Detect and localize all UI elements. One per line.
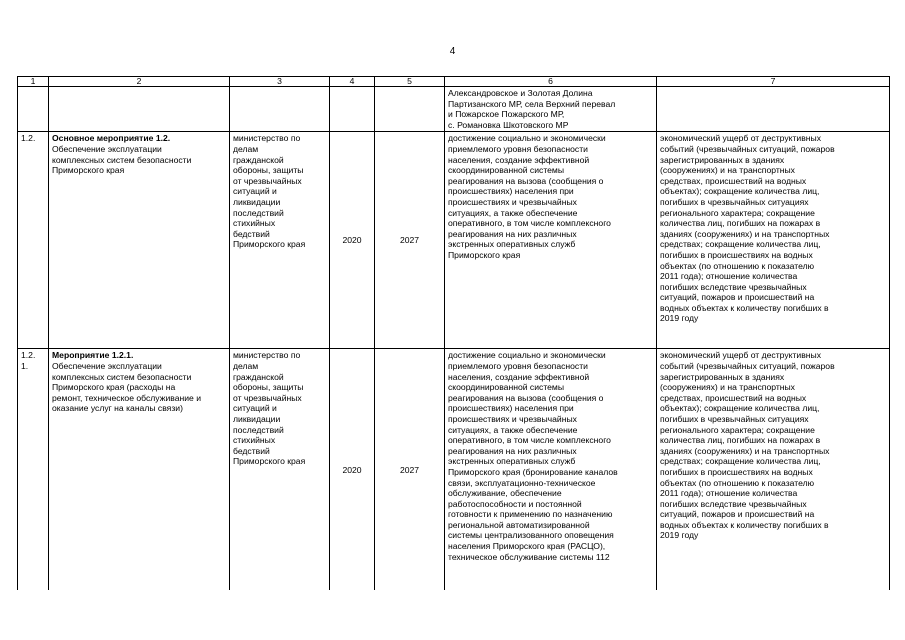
end-year-cell	[375, 87, 445, 132]
table-row	[18, 349, 890, 591]
activity-cell	[49, 87, 230, 132]
executor-cell	[230, 87, 330, 132]
column-number: 5	[375, 77, 445, 87]
column-number: 4	[330, 77, 375, 87]
column-number: 3	[230, 77, 330, 87]
row-number-cell	[18, 87, 49, 132]
start-year-cell: 2020	[330, 349, 375, 591]
end-year-cell: 2027	[375, 349, 445, 591]
column-number: 7	[657, 77, 890, 87]
row-number-cell: 1.2.	[18, 132, 49, 349]
activity-description: Обеспечение эксплуатации комплексных систем безопасности Приморского края	[52, 143, 192, 176]
activity-cell	[49, 132, 230, 349]
table-row	[18, 87, 890, 132]
column-number-row	[18, 77, 890, 87]
end-year-cell: 2027	[375, 132, 445, 349]
table-row	[18, 132, 890, 349]
program-table	[17, 76, 890, 590]
executor-cell: министерство по делам гражданской обороны, защиты от чрезвычайных ситуаций и ликвидации последствий стихийных бедствий Приморского края	[230, 132, 330, 349]
row-number-cell: 1.2. 1.	[18, 349, 49, 591]
activity-title: Основное мероприятие 1.2.	[52, 133, 171, 144]
activity-title: Мероприятие 1.2.1.	[52, 350, 134, 361]
activity-description: Обеспечение эксплуатации комплексных систем безопасности Приморского края (расходы на ремонт, техническое обслуживание и оказание услуг на каналы связи)	[52, 360, 202, 414]
indicator-cell: экономический ущерб от деструктивных событий (чрезвычайных ситуаций, пожаров зарегистрированных в зданиях (сооружениях) и на транспортных средствах, происшествий на водных объектах); сокращение количества лиц, погибших в чрезвычайных ситуациях регионального характера; сокращение количества лиц, погибших на пожарах в зданиях (сооружениях) и на транспортных средствах; сокращение количества лиц, погибших в происшествиях на водных объектах (по отношению к показателю 2011 года); отношение количества погибших вследствие чрезвычайных ситуаций, пожаров и происшествий на водных объектах к количеству погибших в 2019 году	[657, 349, 890, 591]
expected-result-cell: достижение социально и экономически приемлемого уровня безопасности населения, создание эффективной скоординированной системы реагирования на вызова (сообщения о происшествиях) населения при происшествиях и чрезвычайных ситуациях, а также обеспечение оперативного, в том числе комплексного реагирования на них различных экстренных оперативных служб Приморского края	[445, 132, 657, 349]
column-number: 6	[445, 77, 657, 87]
expected-result-cell: достижение социально и экономически приемлемого уровня безопасности населения, создание эффективной скоординированной системы реагирования на вызова (сообщения о происшествиях) населения при происшествиях и чрезвычайных ситуациях, а также обеспечение оперативного, в том числе комплексного реагирования на них различных экстренных оперативных служб Приморского края (бронирование каналов связи, эксплуатационно-техническое обслуживание, обеспечение работоспособности и постоянной готовности к применению по назначению региональной автоматизированной системы централизованного оповещения населения Приморского края (РАСЦО), техническое обслуживание системы 112	[445, 349, 657, 591]
page-number: 4	[449, 46, 456, 57]
indicator-cell	[657, 87, 890, 132]
indicator-cell: экономический ущерб от деструктивных событий (чрезвычайных ситуаций, пожаров зарегистрированных в зданиях (сооружениях) и на транспортных средствах, происшествий на водных объектах); сокращение количества лиц, погибших в чрезвычайных ситуациях регионального характера; сокращение количества лиц, погибших на пожарах в зданиях (сооружениях) и на транспортных средствах; сокращение количества лиц, погибших в происшествиях на водных объектах (по отношению к показателю 2011 года); отношение количества погибших вследствие чрезвычайных ситуаций, пожаров и происшествий на водных объектах к количеству погибших в 2019 году	[657, 132, 890, 349]
executor-cell: министерство по делам гражданской обороны, защиты от чрезвычайных ситуаций и ликвидации последствий стихийных бедствий Приморского края	[230, 349, 330, 591]
start-year-cell	[330, 87, 375, 132]
column-number: 1	[18, 77, 49, 87]
column-number: 2	[49, 77, 230, 87]
expected-result-cell: Александровское и Золотая Долина Партизанского МР, села Верхний перевал и Пожарское Пожарского МР, с. Романовка Шкотовского МР	[445, 87, 657, 132]
activity-cell	[49, 349, 230, 591]
start-year-cell: 2020	[330, 132, 375, 349]
